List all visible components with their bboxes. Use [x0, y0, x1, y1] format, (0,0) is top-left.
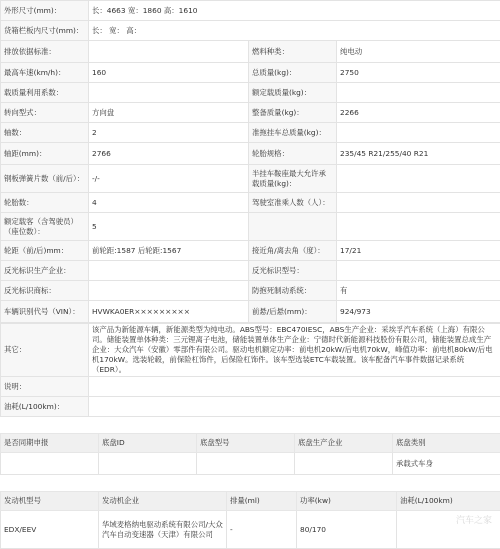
- spec-value: [89, 41, 249, 63]
- spec-row: [1, 193, 500, 213]
- spec-label: 整备质量(kg)：: [249, 103, 337, 123]
- chassis-header-cell: 底盘ID: [99, 434, 197, 453]
- spec-value: [337, 261, 500, 281]
- spec-label: 半挂车鞍座最大允许承载质量(kg)：: [249, 165, 337, 193]
- spec-value: 2766: [89, 143, 249, 165]
- engine-cell: 华域麦格纳电驱动系统有限公司/大众汽车自动变速器（天津）有限公司: [99, 511, 227, 549]
- spec-value: [337, 213, 500, 241]
- note-row: [1, 377, 500, 397]
- spec-label: 前悬/后悬(mm)：: [249, 301, 337, 323]
- spec-value: [337, 165, 500, 193]
- chassis-header-cell: 底盘类别: [393, 434, 500, 453]
- spec-row: [1, 213, 500, 241]
- spec-label: 接近角/离去角（度）：: [249, 241, 337, 261]
- spec-value: 有: [337, 281, 500, 301]
- spec-value: 160: [89, 63, 249, 83]
- spec-value: 2: [89, 123, 249, 143]
- spec-value: HVWKA0ER×××××××××: [89, 301, 249, 323]
- engine-cell: 80/170: [297, 511, 397, 549]
- spec-value: 924/973: [337, 301, 500, 323]
- note-value: [89, 377, 500, 397]
- engine-row: [1, 511, 500, 549]
- spec-value: [89, 83, 249, 103]
- spec-label: 反光标识型号：: [249, 261, 337, 281]
- spec-row: [1, 21, 500, 41]
- spec-value: 2750: [337, 63, 500, 83]
- spec-label: 轴距(mm)：: [1, 143, 89, 165]
- spec-value: [337, 83, 500, 103]
- spec-label: 反光标识生产企业：: [1, 261, 89, 281]
- spec-row: [1, 41, 500, 63]
- spec-row: [1, 1, 500, 21]
- spec-value: 方向盘: [89, 103, 249, 123]
- section-gap: [0, 417, 500, 433]
- spec-value: 235/45 R21/255/40 R21: [337, 143, 500, 165]
- spec-label: 外形尺寸(mm)：: [1, 1, 89, 21]
- spec-label: 轴数：: [1, 123, 89, 143]
- other-text: 该产品为新能源车辆，新能源类型为纯电动。ABS型号：EBC470IESC，ABS生产企业：采埃孚汽车系统（上海）有限公司。储能装置单体种类：三元锂离子电池，储能装置单体生产企业：宁德时代新能源科技股份有限公司，储能装置总成生产企业：大众汽车（安徽）零部件有限公司。驱动电机额定功率：前电机20kW/后电机70kW，峰值功率：前电机80kW/后电机170kW。选装轮毂，前保险杠饰件，后保险杠饰件。该车型选装ETC车载装置。该车配备汽车事件数据记录系统（EDR）。: [89, 324, 500, 377]
- spec-value: 长：4663 宽：1860 高：1610: [89, 1, 500, 21]
- other-label: 其它：: [1, 324, 89, 377]
- spec-label: 总质量(kg)：: [249, 63, 337, 83]
- other-table: [0, 323, 500, 417]
- spec-value: 长： 宽： 高：: [89, 21, 500, 41]
- spec-label: 额定载质量(kg)：: [249, 83, 337, 103]
- spec-label: 准拖挂车总质量(kg)：: [249, 123, 337, 143]
- engine-cell: EDX/EEV: [1, 511, 99, 549]
- spec-row: [1, 241, 500, 261]
- spec-label: 防抱死制动系统：: [249, 281, 337, 301]
- chassis-cell: [295, 453, 393, 475]
- spec-label: 排放依据标准：: [1, 41, 89, 63]
- spec-value: 纯电动: [337, 41, 500, 63]
- chassis-header-row: [1, 434, 500, 453]
- spec-row: [1, 63, 500, 83]
- other-row: [1, 324, 500, 377]
- spec-row: [1, 103, 500, 123]
- spec-row: [1, 143, 500, 165]
- chassis-header-cell: 底盘生产企业: [295, 434, 393, 453]
- spec-row: [1, 123, 500, 143]
- spec-row: [1, 301, 500, 323]
- engine-header-cell: 油耗(L/100km): [397, 492, 500, 511]
- chassis-header-cell: 底盘型号: [197, 434, 295, 453]
- spec-label: 钢板弹簧片数（前/后）：: [1, 165, 89, 193]
- spec-value: [89, 261, 249, 281]
- spec-label: 燃料种类：: [249, 41, 337, 63]
- spec-label: 载质量利用系数：: [1, 83, 89, 103]
- engine-header-cell: 功率(kw): [297, 492, 397, 511]
- spec-value: 5: [89, 213, 249, 241]
- section-gap: [0, 475, 500, 491]
- chassis-cell: [99, 453, 197, 475]
- spec-value: -/-: [89, 165, 249, 193]
- engine-header-cell: 发动机企业: [99, 492, 227, 511]
- spec-value: [337, 123, 500, 143]
- engine-cell: -: [227, 511, 297, 549]
- spec-label: 额定载客（含驾驶员）（座位数）：: [1, 213, 89, 241]
- watermark: 汽车之家: [456, 513, 492, 526]
- spec-label: 驾驶室准乘人数（人）：: [249, 193, 337, 213]
- engine-header-cell: 发动机型号: [1, 492, 99, 511]
- spec-value: [337, 193, 500, 213]
- spec-row: [1, 83, 500, 103]
- spec-row: [1, 281, 500, 301]
- spec-value: 4: [89, 193, 249, 213]
- engine-header-cell: 排量(ml): [227, 492, 297, 511]
- engine-table: [0, 491, 500, 549]
- chassis-table: [0, 433, 500, 475]
- note-label: 说明：: [1, 377, 89, 397]
- chassis-header-cell: 是否同期申报: [1, 434, 99, 453]
- spec-label: 车辆识别代号（VIN）：: [1, 301, 89, 323]
- spec-label: 反光标识商标：: [1, 281, 89, 301]
- fuel-value: [89, 397, 500, 417]
- spec-label: 最高车速(km/h)：: [1, 63, 89, 83]
- engine-header-row: [1, 492, 500, 511]
- fuel-label: 油耗(L/100km)：: [1, 397, 89, 417]
- spec-value: 前轮距:1587 后轮距:1567: [89, 241, 249, 261]
- spec-label: 货箱栏板内尺寸(mm)：: [1, 21, 89, 41]
- spec-value: [89, 281, 249, 301]
- spec-value: 2266: [337, 103, 500, 123]
- fuel-row: [1, 397, 500, 417]
- chassis-cell: 承载式车身: [393, 453, 500, 475]
- spec-label: 轮胎规格：: [249, 143, 337, 165]
- chassis-row: [1, 453, 500, 475]
- spec-label: [249, 213, 337, 241]
- spec-label: 轮距（前/后)mm：: [1, 241, 89, 261]
- spec-label: 轮胎数：: [1, 193, 89, 213]
- spec-row: [1, 261, 500, 281]
- spec-value: 17/21: [337, 241, 500, 261]
- chassis-cell: [197, 453, 295, 475]
- spec-row: [1, 165, 500, 193]
- spec-label: 转向型式：: [1, 103, 89, 123]
- chassis-cell: [1, 453, 99, 475]
